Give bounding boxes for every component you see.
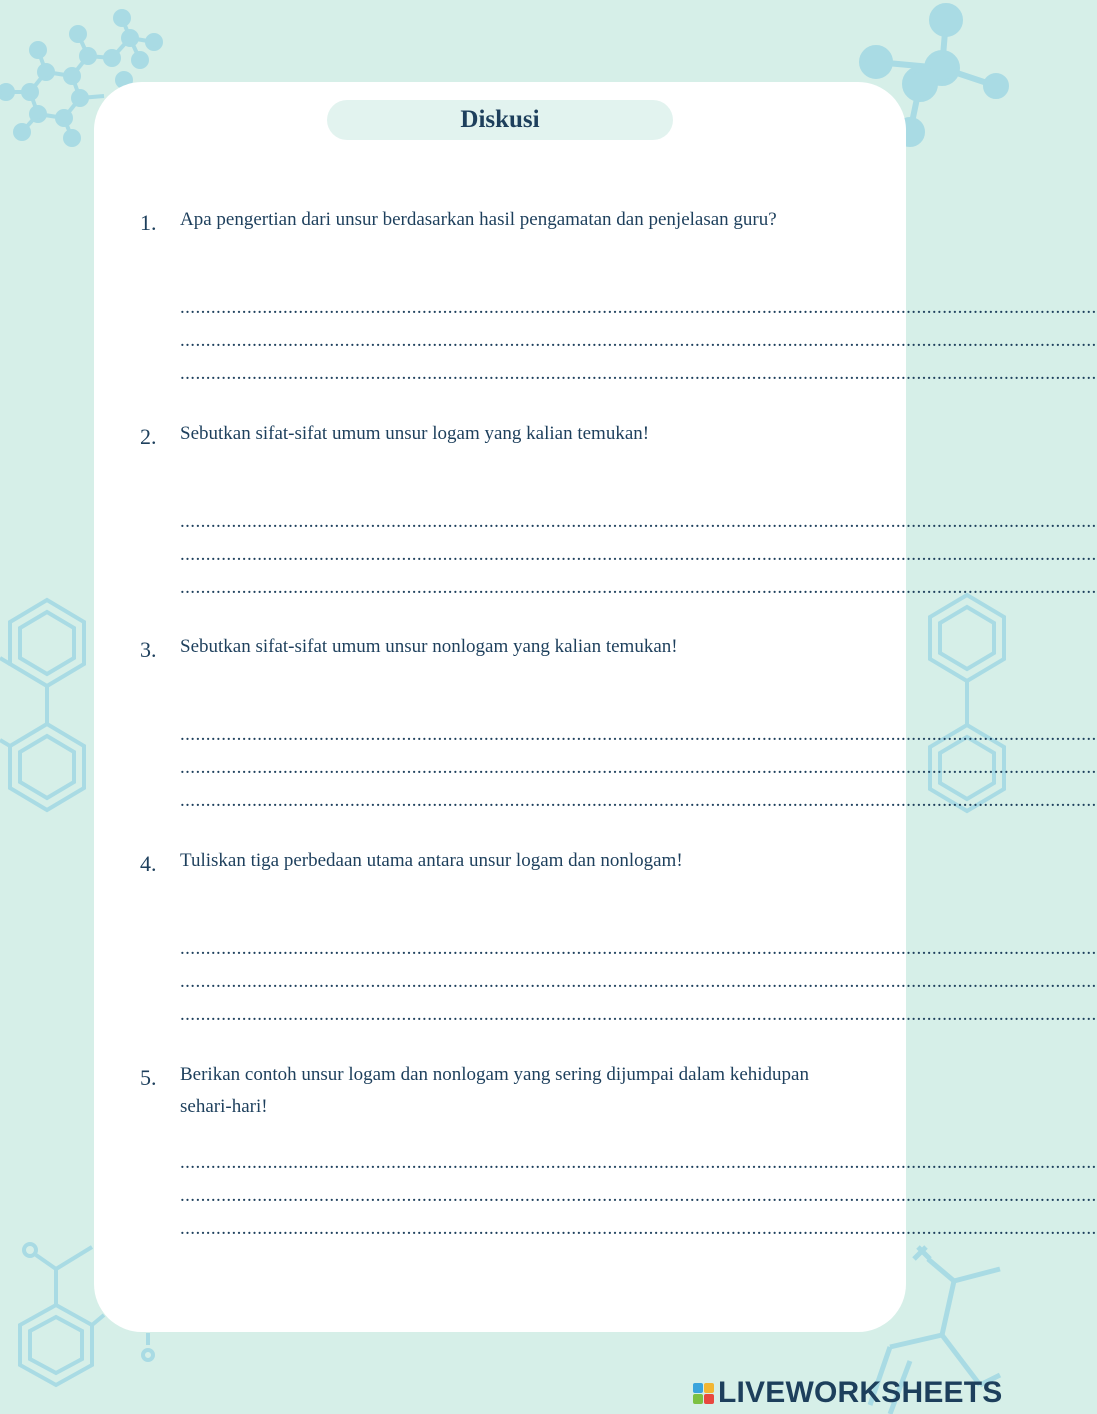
liveworksheets-logo[interactable] [693, 1376, 1003, 1410]
brand-name: LIVEWORKSHEETS [718, 1376, 1003, 1409]
question-text: Tuliskan tiga perbedaan utama antara unsur logam dan nonlogam! [180, 850, 683, 871]
page-title: Diskusi [460, 106, 540, 133]
question-text: Apa pengertian dari unsur berdasarkan hasil pengamatan dan penjelasan guru? [180, 209, 777, 230]
question-text: Sebutkan sifat-sifat umum unsur logam yang kalian temukan! [180, 423, 650, 444]
answer-line[interactable]: .................................................................................................................................................................................. [180, 757, 1097, 778]
answer-line[interactable]: .................................................................................................................................................................................. [180, 577, 1097, 598]
answer-line[interactable]: .................................................................................................................................................................................. [180, 1185, 1097, 1206]
question-number: 1. [140, 210, 157, 235]
answer-line[interactable]: .................................................................................................................................................................................. [180, 544, 1097, 565]
answer-line[interactable]: .................................................................................................................................................................................. [180, 1218, 1097, 1239]
answer-line[interactable]: .................................................................................................................................................................................. [180, 724, 1097, 745]
liveworksheets-logo-icon [693, 1383, 714, 1404]
question-text: Berikan contoh unsur logam dan nonlogam yang sering dijumpai dalam kehidupan sehari-hari! [180, 1064, 809, 1117]
question-number: 3. [140, 637, 157, 662]
answer-line[interactable]: .................................................................................................................................................................................. [180, 938, 1097, 959]
answer-line[interactable]: .................................................................................................................................................................................. [180, 297, 1097, 318]
question-number: 2. [140, 424, 157, 449]
answer-line[interactable]: .................................................................................................................................................................................. [180, 790, 1097, 811]
biphenyl-decoration-left [0, 590, 100, 820]
answer-line[interactable]: .................................................................................................................................................................................. [180, 1004, 1097, 1025]
answer-line[interactable]: .................................................................................................................................................................................. [180, 971, 1097, 992]
title-banner [327, 100, 673, 140]
answer-line[interactable]: .................................................................................................................................................................................. [180, 1152, 1097, 1173]
answer-line[interactable]: .................................................................................................................................................................................. [180, 330, 1097, 351]
answer-line[interactable]: .................................................................................................................................................................................. [180, 511, 1097, 532]
question-number: 4. [140, 851, 157, 876]
question-number: 5. [140, 1065, 157, 1090]
worksheet-card [94, 82, 1097, 1332]
question-text: Sebutkan sifat-sifat umum unsur nonlogam yang kalian temukan! [180, 636, 678, 657]
answer-line[interactable]: .................................................................................................................................................................................. [180, 363, 1097, 384]
